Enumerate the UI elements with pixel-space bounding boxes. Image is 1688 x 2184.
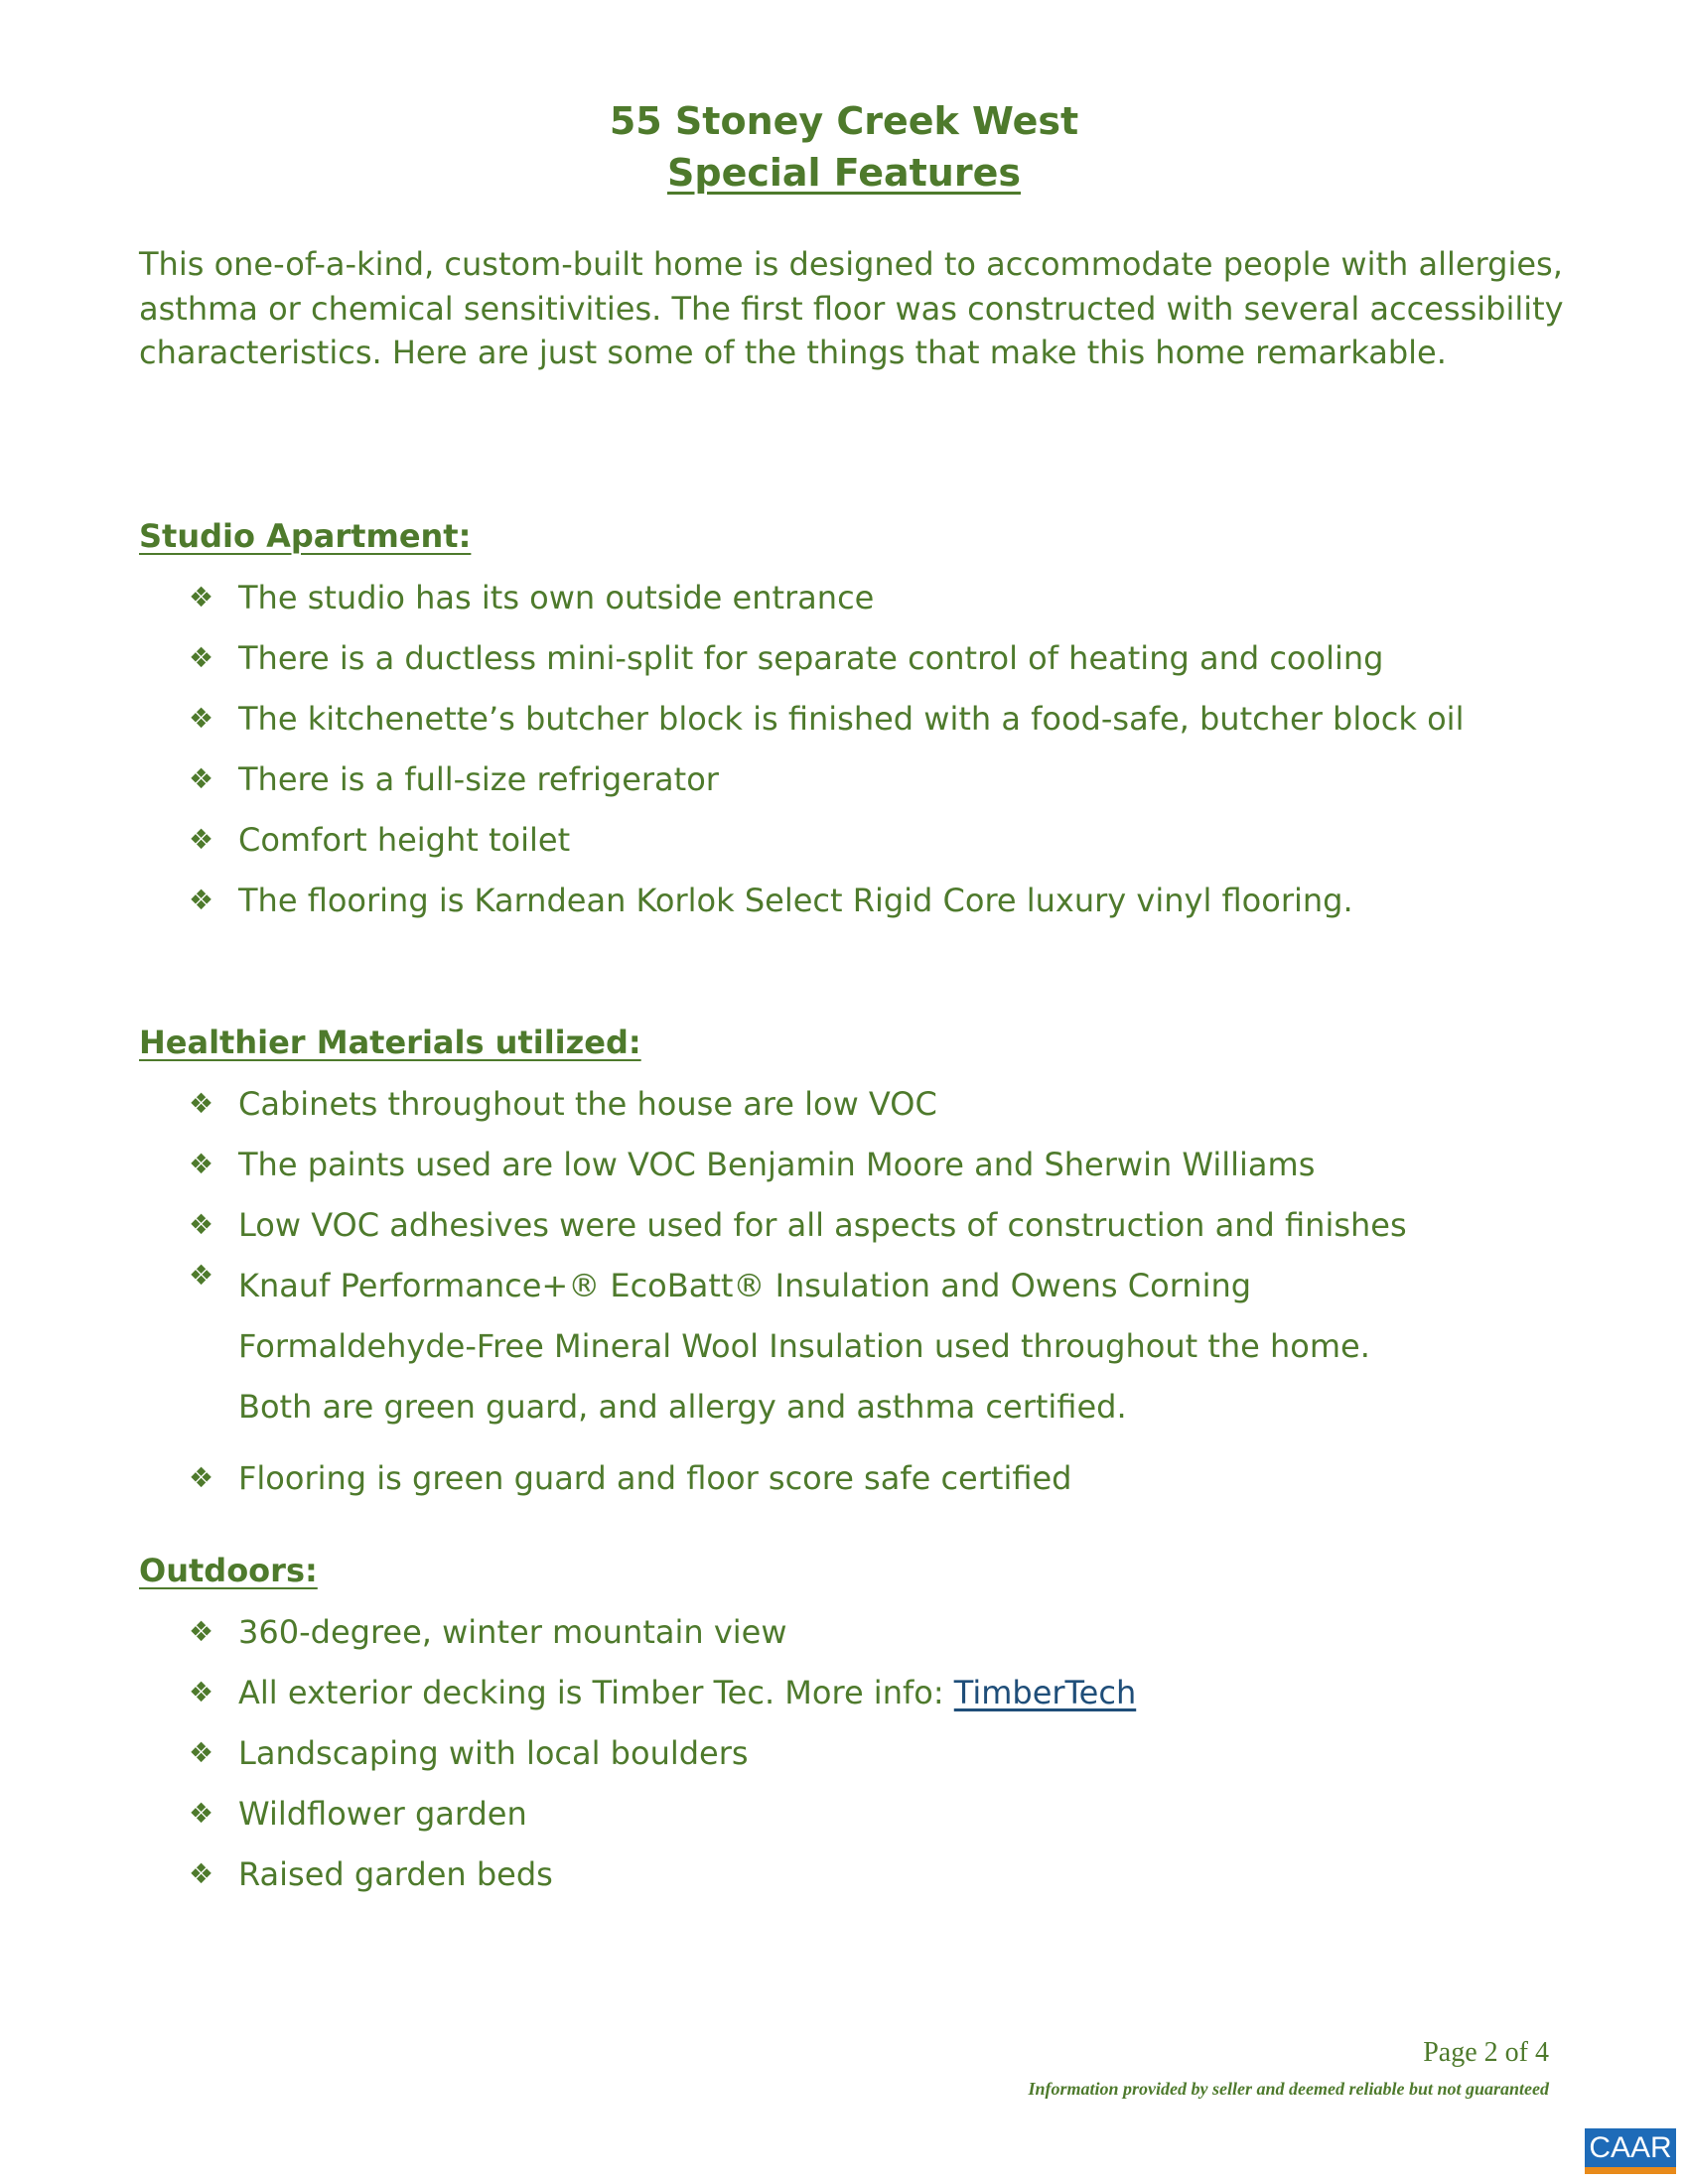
list-item: ❖ Wildflower garden <box>189 1795 527 1833</box>
diamond-bullet-icon: ❖ <box>189 1736 214 1769</box>
section-heading-studio: Studio Apartment: <box>139 517 472 555</box>
list-item: ❖ There is a full-size refrigerator <box>189 760 719 798</box>
list-item: ❖ There is a ductless mini-split for separate control of heating and cooling <box>189 639 1384 677</box>
page-header <box>0 95 1688 199</box>
diamond-bullet-icon: ❖ <box>189 1148 214 1180</box>
caar-logo <box>1585 2128 1676 2174</box>
section-heading-materials: Healthier Materials utilized: <box>139 1024 641 1061</box>
list-item: ❖ Landscaping with local boulders <box>189 1734 749 1772</box>
diamond-bullet-icon: ❖ <box>189 884 214 916</box>
list-item: ❖ The paints used are low VOC Benjamin Moore and Sherwin Williams <box>189 1146 1316 1183</box>
diamond-bullet-icon: ❖ <box>189 1087 214 1120</box>
materials-features-list <box>189 1084 1579 1519</box>
diamond-bullet-icon: ❖ <box>189 1259 214 1292</box>
section-heading-outdoors: Outdoors: <box>139 1552 318 1589</box>
list-item: ❖ Raised garden beds <box>189 1855 553 1893</box>
list-item: ❖ All exterior decking is Timber Tec. More info: TimberTech <box>189 1674 1137 1711</box>
list-item: ❖ Flooring is green guard and floor score safe certified <box>189 1459 1072 1497</box>
list-item: ❖ 360-degree, winter mountain view <box>189 1613 787 1651</box>
list-item: ❖ Cabinets throughout the house are low VOC <box>189 1085 937 1123</box>
outdoors-features-list <box>189 1612 1579 1915</box>
diamond-bullet-icon: ❖ <box>189 1797 214 1830</box>
studio-features-list <box>189 578 1579 941</box>
diamond-bullet-icon: ❖ <box>189 1615 214 1648</box>
list-item: ❖ Low VOC adhesives were used for all aspects of construction and finishes <box>189 1206 1407 1244</box>
footer-disclaimer: Information provided by seller and deemed reliable but not guaranteed <box>1028 2079 1549 2099</box>
page-title: 55 Stoney Creek West <box>609 99 1079 143</box>
diamond-bullet-icon: ❖ <box>189 1857 214 1890</box>
diamond-bullet-icon: ❖ <box>189 1208 214 1241</box>
diamond-bullet-icon: ❖ <box>189 1461 214 1494</box>
timbertech-link[interactable]: TimberTech <box>953 1674 1137 1711</box>
intro-paragraph: This one-of-a-kind, custom-built home is designed to accommodate people with allergies, asthma or chemical sensitivities. The first floor was constructed with several accessibility characteristics. Here are just some of the things that make this home remarkable. <box>139 245 1564 371</box>
diamond-bullet-icon: ❖ <box>189 823 214 856</box>
diamond-bullet-icon: ❖ <box>189 702 214 735</box>
list-item: ❖ Knauf Performance+® EcoBatt® Insulation and Owens Corning Formaldehyde-Free Mineral Wool Insulation used throughout the home. Both are green guard, and allergy and asthma certified. <box>189 1256 1430 1437</box>
list-item: ❖ The flooring is Karndean Korlok Select Rigid Core luxury vinyl flooring. <box>189 882 1353 919</box>
diamond-bullet-icon: ❖ <box>189 1676 214 1708</box>
diamond-bullet-icon: ❖ <box>189 762 214 795</box>
page-subtitle: Special Features <box>667 151 1021 195</box>
page-number: Page 2 of 4 <box>1423 2037 1549 2068</box>
list-item: ❖ The kitchenette’s butcher block is finished with a food-safe, butcher block oil <box>189 700 1465 738</box>
diamond-bullet-icon: ❖ <box>189 641 214 674</box>
list-item: ❖ Comfort height toilet <box>189 821 571 859</box>
logo-accent-bar <box>1585 2167 1676 2174</box>
list-item: ❖ The studio has its own outside entrance <box>189 579 875 616</box>
logo-text: CAAR <box>1589 2131 1672 2164</box>
diamond-bullet-icon: ❖ <box>189 581 214 614</box>
